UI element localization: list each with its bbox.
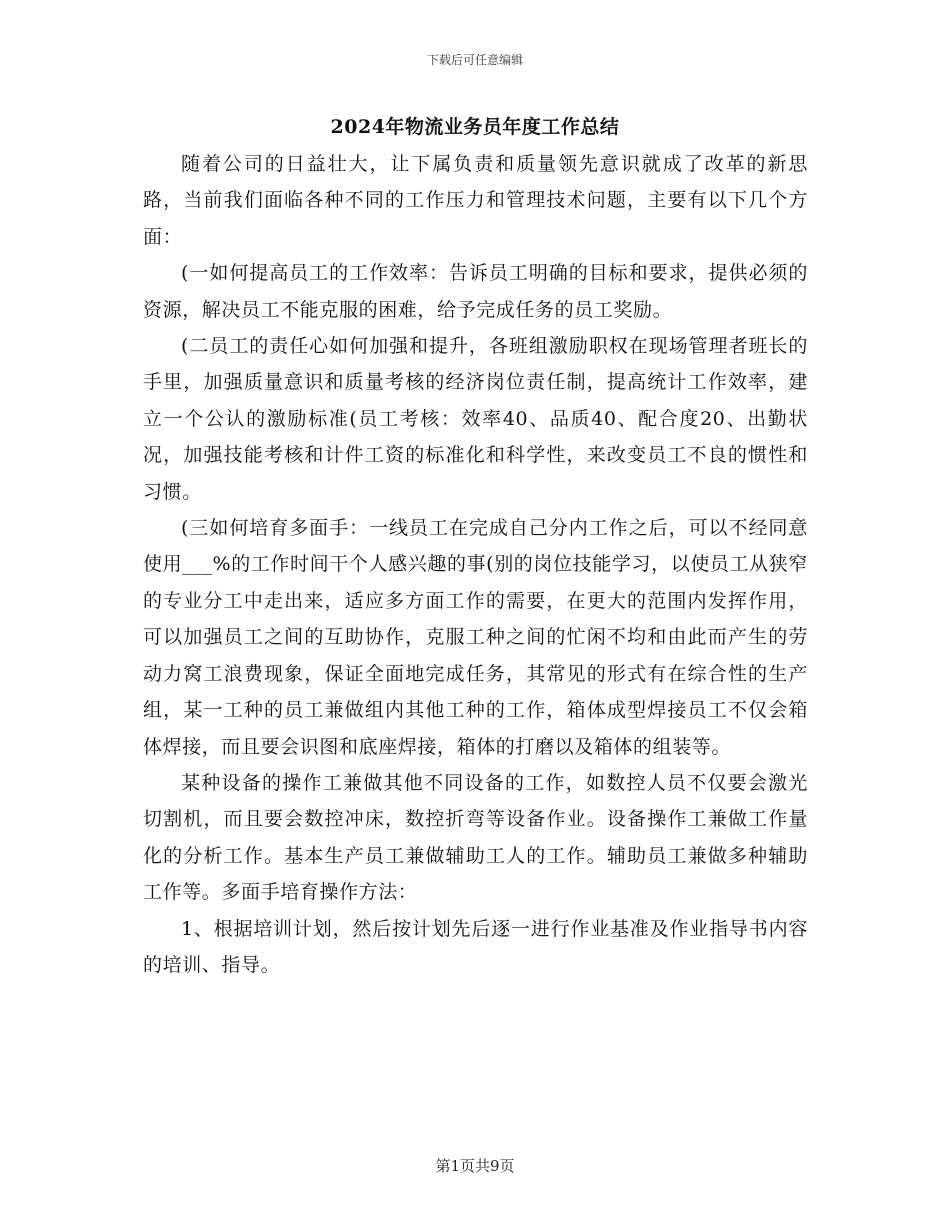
paragraph-point-three: (三如何培育多面手：一线员工在完成自己分内工作之后，可以不经同意使用___%的工作时间干个人感兴趣的事(别的岗位技能学习，以使员工从狭窄的专业分工中走出来，适应多方面工作的需要，在更大的范围内发挥作用，可以加强员工之间的互助协作，克服工种之间的忙闲不均和由此而产生的劳动力窝工浪费现象，保证全面地完成任务，其常见的形式有在综合性的生产组，某一工种的员工兼做组内其他工种的工作，箱体成型焊接员工不仅会箱体焊接，而且要会识图和底座焊接，箱体的打磨以及箱体的组装等。 (143, 517, 808, 758)
document-body (143, 146, 808, 983)
document-title: 2024年物流业务员年度工作总结 (330, 116, 620, 138)
paragraph-equipment: 某种设备的操作工兼做其他不同设备的工作，如数控人员不仅要会激光切割机，而且要会数控冲床，数控折弯等设备作业。设备操作工兼做工作量化的分析工作。基本生产员工兼做辅助工人的工作。辅助员工兼做多种辅助工作等。多面手培育操作方法： (143, 771, 808, 904)
paragraph-point-one: (一如何提高员工的工作效率：告诉员工明确的目标和要求，提供必须的资源，解决员工不能克服的困难，给予完成任务的员工奖励。 (143, 262, 808, 321)
paragraph-method-one: 1、根据培训计划，然后按计划先后逐一进行作业基准及作业指导书内容的培训、指导。 (143, 917, 808, 976)
paragraph-intro: 随着公司的日益壮大，让下属负责和质量领先意识就成了改革的新思路，当前我们面临各种不同的工作压力和管理技术问题，主要有以下几个方面： (143, 153, 808, 248)
page-number: 第1页共9页 (435, 1157, 515, 1175)
paragraph-point-two: (二员工的责任心如何加强和提升，各班组激励职权在现场管理者班长的手里，加强质量意识和质量考核的经济岗位责任制，提高统计工作效率，建立一个公认的激励标准(员工考核：效率40、品质40、配合度20、出勤状况，加强技能考核和计件工资的标准化和科学性，来改变员工不良的惯性和习惯。 (143, 335, 808, 503)
header-note: 下载后可任意编辑 (426, 53, 523, 67)
